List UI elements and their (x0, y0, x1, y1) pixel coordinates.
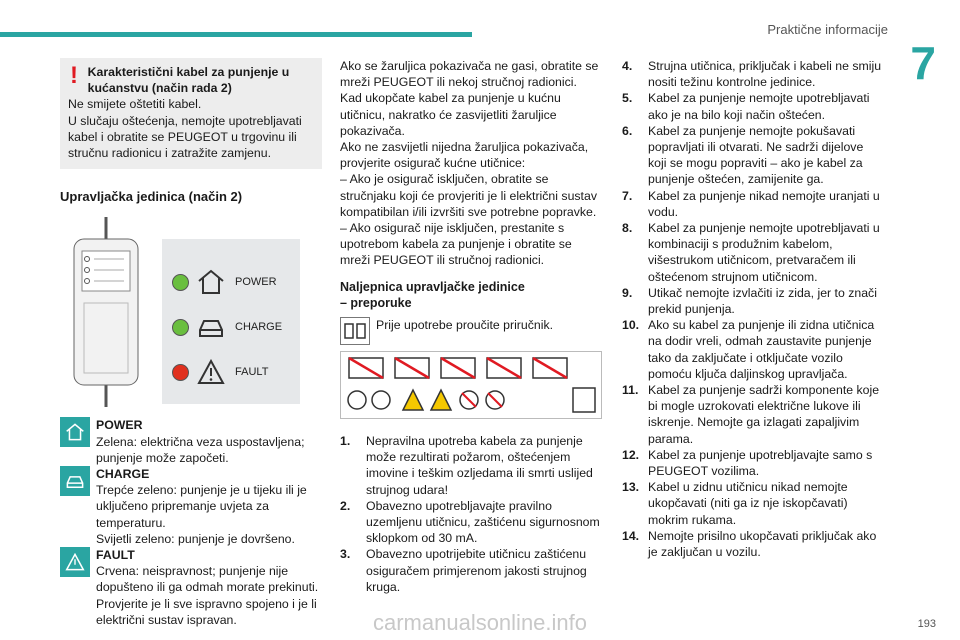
indicator-text: Trepće zeleno: punjenje je u tijeku ili je uključeno pripremanje uvjeta za temperaturu. Svijetli zeleno: punjenje je dovršeno. (96, 483, 307, 546)
list-item: 5. Kabel za punjenje nemojte upotrebljavati ako je na bilo koji način oštećen. (622, 91, 870, 122)
warning-body: Ne smijete oštetiti kabel. U slučaju oštećenja, nemojte upotrebljavati kabel i obratite se PEUGEOT u trgovinu ili stručnu radionicu i zatražite zamjenu. (68, 97, 302, 161)
manual-note-text: Prije upotrebe proučite priručnik. (376, 318, 554, 333)
list-item: 7. Kabel za punjenje nikad nemojte uranjati u vodu. (622, 188, 880, 219)
indicator-title: CHARGE (96, 467, 150, 482)
lamp-fault (172, 359, 268, 385)
control-unit-illustration (60, 217, 152, 407)
lamp-label-fault: FAULT (235, 366, 269, 379)
column-3 (622, 58, 884, 560)
column-1 (60, 58, 322, 628)
list-item: 10. Ako su kabel za punjenje ili zidna utičnica na dodir vreli, odmah zaustavite punjenje tako da zaključate i otključate vozilo pomoću ključa daljinskog upravljača. (622, 318, 875, 381)
list-item: 2. Obavezno upotrebljavajte pravilno uzemljenu utičnicu, zaštićenu sigurnosnom sklopkom od 30 mA. (340, 498, 600, 546)
safety-pictograms (340, 351, 602, 419)
warning-icon (60, 547, 90, 577)
indicator-item-charge (60, 466, 322, 547)
indicator-item-power (60, 417, 322, 466)
label-heading: Naljepnica upravljačke jedinice – preporuke (340, 279, 525, 310)
indicator-title: POWER (96, 418, 143, 433)
indicator-text: Crvena: neispravnost; punjenje nije dopušteno ili ga odmah morate prekinuti. Provjerite je li sve ispravno spojeno i je li električni sustav ispravan. (96, 564, 319, 627)
list-item: 1. Nepravilna upotreba kabela za punjenje može rezultirati požarom, oštećenjem imovine i teškim ozljedama ili smrti uslijed strujnog udara! (340, 434, 593, 497)
indicator-lamps-figure (162, 239, 300, 404)
list-item: 12. Kabel za punjenje upotrebljavajte samo s PEUGEOT vozilima. (622, 447, 873, 479)
exclamation-icon: ! (70, 62, 78, 89)
list-item: 14. Nemojte prisilno ukopčavati priključak ako je zaključan u vozilu. (622, 528, 877, 560)
list-item: 3. Obavezno upotrijebite utičnicu zaštićenu osiguračem primjerenom jakosti strujnog kruga. (340, 547, 587, 594)
column-2 (340, 58, 604, 595)
lamp-label-power: POWER (235, 276, 277, 289)
warning-title: Karakteristični kabel za punjenje u kućanstvu (način rada 2) (87, 65, 290, 96)
manual-note (340, 317, 604, 345)
fault-lamp-dot (172, 364, 189, 381)
indicator-text: Zelena: električna veza uspostavljena; punjenje može započeti. (96, 434, 305, 465)
list-item: 11. Kabel za punjenje sadrži komponente koje bi mogle uzrokovati električne lukove ili iskrenje. Nemojte ga izlagati zapaljivim parama. (622, 383, 880, 446)
book-icon (340, 317, 370, 345)
list-item: 8. Kabel za punjenje nemojte upotrebljavati u kombinaciji s produžnim kabelom, višestrukom utičnicom, pretvaračem ili oštećenom strujnom utičnicom. (622, 221, 880, 284)
car-icon (60, 466, 90, 496)
house-icon (197, 269, 225, 295)
header-rule (0, 32, 472, 37)
page-number: 193 (917, 618, 936, 630)
power-lamp-dot (172, 274, 189, 291)
car-icon (197, 314, 225, 340)
lamp-power (172, 269, 277, 295)
list-item: 9. Utikač nemojte izvlačiti iz zida, jer to znači prekid punjenja. (622, 285, 877, 317)
lamp-charge (172, 314, 282, 340)
warning-box (60, 58, 322, 169)
safety-list-part-1 (340, 433, 604, 595)
list-item: 13. Kabel u zidnu utičnicu nikad nemojte ukopčavati (niti ga iz nje iskopčavati) mokrim rukama. (622, 480, 848, 527)
page-header-title: Praktične informacije (767, 22, 888, 37)
indicator-title: FAULT (96, 548, 135, 563)
warning-icon (197, 359, 225, 385)
list-item: 4. Strujna utičnica, priključak i kabeli ne smiju nositi težinu kontrolne jedinice. (622, 59, 882, 90)
charge-lamp-dot (172, 319, 189, 336)
chapter-number: 7 (910, 37, 936, 89)
fuse-instructions: Ako se žaruljica pokazivača ne gasi, obratite se mreži PEUGEOT ili nekoj stručnoj radionici. Kad ukopčate kabel za punjenje u kućnu utičnicu, nakratko će zasvijetliti žaruljice pokazivača. Ako ne zasvijetli nijedna žaruljica pokazivača, provjerite osigurač kućne utičnice: – Ako je osigurač isključen, obratite se stručnjaku koji će provjeriti je li električni sustav kompatibilan i/ili izvršiti sve potrebne popravke. – Ako osigurač nije isključen, prestanite s upotrebom kabela za punjenje i obratite se mreži PEUGEOT ili stručnoj radionici. (340, 59, 599, 268)
list-item: 6. Kabel za punjenje nemojte pokušavati popravljati ili otvarati. Ne sadrži dijelove koji se mogu popraviti – ako je kabel za punjenje oštećen, zamijenite ga. (622, 123, 864, 187)
lamp-label-charge: CHARGE (235, 321, 283, 334)
watermark: carmanualsonline.info (372, 610, 588, 635)
control-unit-heading: Upravljačka jedinica (način 2) (60, 189, 243, 205)
